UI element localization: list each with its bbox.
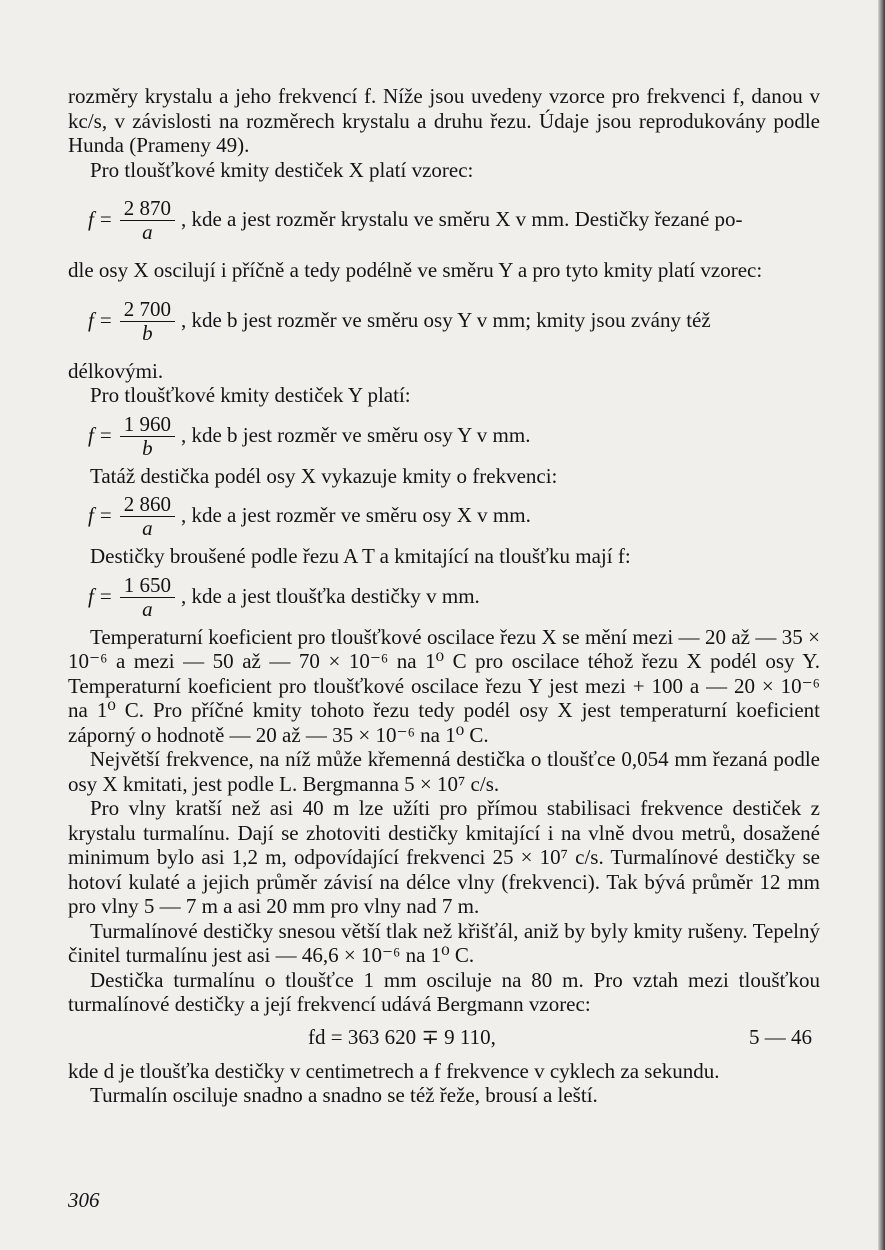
- bergmann-equation: [68, 1021, 820, 1055]
- formula-equals: =: [99, 207, 112, 232]
- tourmaline-thickness-paragraph: Destička turmalínu o tloušťce 1 mm osciluje na 80 m. Pro vztah mezi tloušťkou turmalínové destičky a její frekvencí udává Bergmann vzorec:: [68, 967, 820, 1016]
- formula-equals: =: [99, 307, 112, 332]
- page-number: 306: [68, 1188, 100, 1212]
- y-thickness-paragraph: Pro tloušťkové kmity destiček Y platí:: [90, 383, 411, 407]
- formula-3: [68, 412, 820, 462]
- equation-number: 5 — 46: [749, 1024, 812, 1049]
- fraction-numerator: 2 870: [120, 196, 175, 221]
- fraction-denominator: a: [142, 596, 153, 621]
- formula-fraction: [120, 492, 175, 539]
- formula-2: [68, 297, 820, 357]
- formula-lhs: f: [88, 583, 94, 608]
- max-frequency-paragraph: Největší frekvence, na níž může křemenná destička o tloušťce 0,054 mm řezaná podle osy X kmitati, jest podle L. Bergmanna 5 × 10⁷ c/s.: [68, 747, 820, 796]
- fraction-denominator: a: [142, 220, 153, 244]
- formula-text: , kde b jest rozměr ve směru osy Y v mm.: [180, 422, 531, 447]
- where-paragraph: kde d je tloušťka destičky v centimetrech a f frekvence v cyklech za sekundu.: [68, 1058, 720, 1083]
- fraction-numerator: 1 960: [120, 412, 175, 437]
- formula-lhs: f: [88, 422, 94, 447]
- x-thickness-paragraph: Pro tloušťkové kmity destiček X platí vzorec:: [90, 157, 474, 182]
- last-paragraph: Turmalín osciluje snadno a snadno se též řeže, brousí a leští.: [90, 1083, 598, 1107]
- formula-5: [68, 573, 820, 623]
- fraction-numerator: 1 650: [120, 573, 175, 598]
- formula-text: , kde a jest rozměr ve směru osy X v mm.: [180, 503, 531, 528]
- formula-lhs: f: [88, 207, 94, 232]
- fraction-denominator: b: [142, 435, 153, 460]
- formula-equals: =: [99, 422, 112, 447]
- formula-lhs: f: [88, 503, 94, 528]
- equation-body: fd = 363 620 ∓ 9 110,: [308, 1024, 496, 1049]
- fraction-denominator: a: [142, 516, 153, 540]
- formula-equals: =: [99, 583, 112, 608]
- temperature-coefficient-paragraph: Temperaturní koeficient pro tloušťkové oscilace řezu X se mění mezi — 20 až — 35 × 10⁻⁶ a mezi — 50 až — 70 × 10⁻⁶ na 1⁰ C pro oscilace téhož řezu X podél osy Y. Temperaturní koeficient pro tloušťkové oscilace řezu Y jest mezi + 100 a — 20 × 10⁻⁶ na 1⁰ C. Pro příčné kmity tohoto řezu tedy podél osy X jest temperaturní koeficient záporný o hodnotě — 20 až — 35 × 10⁻⁶ na 1⁰ C.: [68, 624, 820, 747]
- page-body: [68, 84, 820, 1108]
- tourmaline-pressure-paragraph: Turmalínové destičky snesou větší tlak než křišťál, aniž by byly kmity rušeny. Tepelný činitel turmalínu jest asi — 46,6 × 10⁻⁶ na 1⁰ C.: [68, 918, 820, 967]
- formula-4: [68, 492, 820, 542]
- formula-fraction: [120, 196, 175, 243]
- formula-fraction: [120, 573, 175, 620]
- formula-lhs: f: [88, 307, 94, 332]
- intro-paragraph: rozměry krystalu a jeho frekvencí f. Níže jsou uvedeny vzorce pro frekvenci f, danou v kc/s, v závislosti na rozměrech krystalu a druhu řezu. Údaje jsou reprodukovány podle Hunda (Prameny 49).: [68, 84, 820, 157]
- formula-equals: =: [99, 503, 112, 528]
- fraction-numerator: 2 860: [120, 492, 175, 517]
- formula-fraction: [120, 297, 175, 344]
- fraction-denominator: b: [142, 320, 153, 345]
- formula-1-continuation: dle osy X oscilují i příčně a tedy podélně ve směru Y a pro tyto kmity platí vzorec:: [68, 258, 763, 282]
- page-edge-shadow: [878, 0, 885, 1250]
- at-cut-paragraph: Destičky broušené podle řezu A T a kmitající na tloušťku mají f:: [90, 544, 631, 568]
- formula-text: , kde a jest rozměr krystalu ve směru X v mm. Destičky řezané po-: [180, 207, 743, 232]
- formula-1: [68, 196, 820, 256]
- formula-text: , kde a jest tloušťka destičky v mm.: [180, 583, 480, 608]
- formula-2-continuation: délkovými.: [68, 358, 164, 383]
- formula-fraction: [120, 412, 175, 459]
- tourmaline-paragraph: Pro vlny kratší než asi 40 m lze užíti pro přímou stabilisaci frekvence destiček z krystalu turmalínu. Dají se zhotoviti destičky kmitající i na vlně dvou metrů, dosažené minimum bylo asi 1,2 m, odpovídající frekvenci 25 × 10⁷ c/s. Turmalínové destičky se hotoví kulaté a jejich průměr závisí na délce vlny (frekvenci). Tak bývá průměr 12 mm pro vlny 5 — 7 m a asi 20 mm pro vlny nad 7 m.: [68, 796, 820, 918]
- same-plate-paragraph: Tatáž destička podél osy X vykazuje kmity o frekvenci:: [90, 463, 558, 488]
- fraction-numerator: 2 700: [120, 297, 175, 322]
- formula-text: , kde b jest rozměr ve směru osy Y v mm; kmity jsou zvány též: [180, 307, 711, 332]
